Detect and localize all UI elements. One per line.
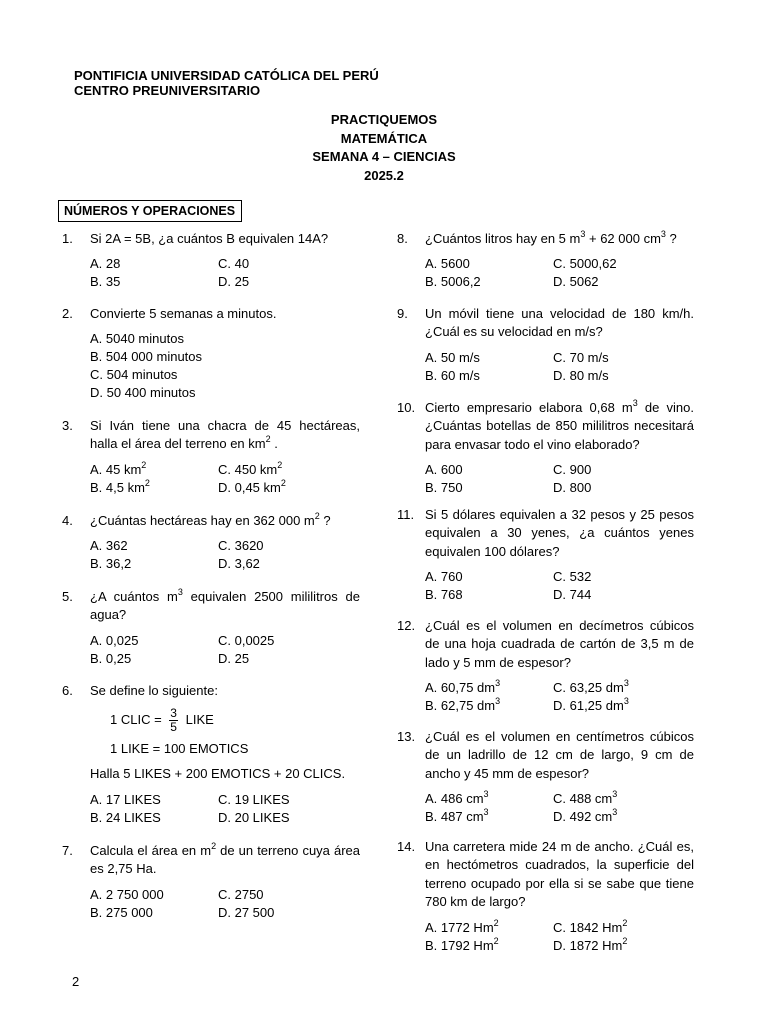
exponent: 3 [177, 587, 183, 597]
option-a: A. 1772 Hm [425, 919, 494, 935]
option-d: D. 800 [553, 480, 592, 496]
option-a: A. 50 m/s [425, 349, 480, 365]
question-7 [62, 842, 360, 922]
option-c: C. 450 km [218, 461, 278, 477]
question-3 [62, 417, 360, 497]
option-a: A. 600 [425, 462, 463, 478]
exponent: 2 [141, 459, 147, 470]
question-2 [62, 305, 360, 402]
institution-name: PONTIFICIA UNIVERSIDAD CATÓLICA DEL PERÚ [74, 68, 379, 83]
question-8 [397, 230, 694, 291]
option-d: D. 80 m/s [553, 367, 609, 383]
exponent: 2 [265, 434, 271, 445]
exponent: 2 [280, 477, 286, 488]
question-stem: ¿Cuántos litros hay en 5 m [425, 231, 581, 246]
option-a: A. 0,025 [90, 632, 139, 648]
exponent: 3 [612, 789, 618, 800]
question-14 [397, 838, 694, 955]
question-stem-end: . [270, 436, 278, 452]
question-1 [62, 230, 360, 291]
exponent: 3 [580, 229, 586, 239]
option-b: B. 62,75 dm [425, 698, 496, 714]
option-c: C. 19 LIKES [218, 791, 290, 807]
exponent: 2 [493, 935, 499, 946]
question-stem: Si Iván tiene una chacra de 45 hectáreas, halla el área del terreno en km [90, 418, 360, 452]
option-b: B. 275 000 [90, 904, 153, 920]
option-a: A. 60,75 dm [425, 680, 496, 696]
definition-like: 1 LIKE = 100 EMOTICS [110, 741, 249, 757]
center-name: CENTRO PREUNIVERSITARIO [74, 83, 261, 98]
option-c: C. 504 minutos [90, 367, 178, 383]
equation-left: 1 CLIC = [110, 712, 162, 728]
question-number: 8. [397, 231, 408, 246]
option-a: A. 362 [90, 538, 128, 554]
question-stem-end: equivalen 2500 mililitros de agua? [90, 589, 360, 623]
question-number: 2. [62, 306, 73, 321]
question-stem: ¿Cuántas hectáreas hay en 362 000 m [90, 513, 315, 528]
exponent: 3 [623, 678, 629, 689]
option-d: D. 50 400 minutos [90, 385, 196, 401]
exponent: 3 [495, 678, 501, 689]
question-stem-end: ? [319, 513, 331, 528]
definition-clic [110, 707, 360, 734]
question-number: 3. [62, 418, 73, 433]
question-stem: Una carretera mide 24 m de ancho. ¿Cuál es, en hectómetros cuadrados, la superficie del terreno ocupado por ella si se sabe que tiene 780 km de largo? [425, 839, 694, 910]
exponent: 2 [493, 917, 499, 928]
question-number: 4. [62, 513, 73, 528]
option-b: B. 36,2 [90, 556, 132, 572]
doc-title-subject: MATEMÁTICA [340, 131, 428, 146]
question-number: 6. [62, 683, 73, 698]
question-stem-2: Halla 5 LIKES + 200 EMOTICS + 20 CLICS. [90, 766, 346, 782]
doc-title-week: SEMANA 4 – CIENCIAS [312, 149, 456, 164]
question-4 [62, 512, 360, 573]
option-d: D. 0,45 km [218, 479, 281, 495]
option-a: A. 760 [425, 569, 463, 585]
question-number: 9. [397, 306, 408, 321]
fraction [169, 707, 178, 734]
question-stem: Si 2A = 5B, ¿a cuántos B equivalen 14A? [90, 231, 329, 246]
question-stem: Un móvil tiene una velocidad de 180 km/h. ¿Cuál es su velocidad en m/s? [425, 306, 694, 340]
option-c: C. 1842 Hm [553, 919, 623, 935]
fraction-denominator: 5 [170, 720, 177, 735]
exponent: 2 [144, 477, 150, 488]
page-number: 2 [72, 974, 80, 989]
exponent: 2 [622, 935, 628, 946]
exponent: 3 [612, 807, 618, 818]
exponent: 2 [277, 459, 283, 470]
doc-title-practiquemos: PRACTIQUEMOS [330, 112, 438, 127]
question-number: 12. [397, 618, 416, 633]
option-b: B. 768 [425, 587, 463, 603]
option-d: D. 61,25 dm [553, 698, 624, 714]
question-6 [62, 682, 360, 827]
question-number: 10. [397, 400, 416, 415]
option-d: D. 1872 Hm [553, 937, 623, 953]
exponent: 3 [483, 789, 489, 800]
question-number: 14. [397, 839, 416, 854]
option-a: A. 486 cm [425, 791, 484, 807]
question-stem: ¿Cuál es el volumen en decímetros cúbicos de una hoja cuadrada de cartón de 3,5 m de lado y 5 mm de espesor? [425, 618, 694, 670]
option-a: A. 45 km [90, 461, 142, 477]
option-a: A. 5600 [425, 256, 470, 272]
option-b: B. 5006,2 [425, 274, 481, 290]
option-c: C. 70 m/s [553, 349, 609, 365]
exponent: 3 [660, 229, 666, 239]
option-c: C. 63,25 dm [553, 680, 624, 696]
question-stem-end: ? [665, 231, 677, 246]
option-a: A. 2 750 000 [90, 886, 164, 902]
option-b: B. 504 000 minutos [90, 349, 203, 365]
option-b: B. 1792 Hm [425, 937, 494, 953]
option-b: B. 60 m/s [425, 367, 480, 383]
exponent: 3 [632, 398, 638, 408]
question-stem-end: de un terreno cuya área es 2,75 Ha. [90, 843, 361, 877]
question-13 [397, 728, 694, 826]
doc-title-period: 2025.2 [364, 168, 404, 183]
question-stem-end: de vino. ¿Cuántas botellas de 850 mililitros necesitará para envasar todo el vino elaborado? [425, 400, 694, 452]
question-12 [397, 617, 694, 715]
question-5 [62, 588, 360, 668]
option-d: D. 744 [553, 587, 592, 603]
exponent: 2 [211, 841, 217, 851]
question-number: 1. [62, 231, 73, 246]
option-a: A. 5040 minutos [90, 331, 184, 347]
option-d: D. 20 LIKES [218, 809, 290, 825]
option-d: D. 492 cm [553, 809, 613, 825]
question-number: 5. [62, 589, 73, 604]
exponent: 3 [483, 807, 489, 818]
question-stem: Si 5 dólares equivalen a 32 pesos y 25 pesos equivalen a 30 yenes, ¿a cuántos yenes equivalen 100 dólares? [425, 507, 694, 559]
exponent: 3 [623, 696, 629, 707]
option-c: C. 488 cm [553, 791, 613, 807]
option-c: C. 5000,62 [553, 256, 617, 272]
question-number: 7. [62, 843, 73, 858]
equation-right: LIKE [185, 712, 214, 728]
exponent: 2 [622, 917, 628, 928]
exponent: 3 [495, 696, 501, 707]
section-heading: NÚMEROS Y OPERACIONES [58, 200, 242, 222]
option-a: A. 28 [90, 256, 121, 272]
option-c: C. 2750 [218, 886, 264, 902]
option-c: C. 0,0025 [218, 632, 275, 648]
fraction-numerator: 3 [170, 706, 177, 721]
question-10 [397, 399, 694, 497]
option-a: A. 17 LIKES [90, 791, 161, 807]
option-c: C. 3620 [218, 538, 264, 554]
option-c: C. 532 [553, 569, 592, 585]
question-stem: ¿A cuántos m [90, 589, 178, 604]
question-11 [397, 506, 694, 604]
question-number: 13. [397, 729, 416, 744]
option-d: D. 25 [218, 650, 250, 666]
exponent: 2 [314, 511, 320, 521]
option-b: B. 750 [425, 480, 463, 496]
option-d: D. 27 500 [218, 904, 275, 920]
option-c: C. 900 [553, 462, 592, 478]
question-stem: Convierte 5 semanas a minutos. [90, 306, 277, 321]
option-d: D. 25 [218, 274, 250, 290]
question-stem-mid: + 62 000 cm [585, 231, 661, 246]
option-b: B. 487 cm [425, 809, 484, 825]
question-number: 11. [397, 507, 415, 522]
question-stem: Calcula el área en m [90, 843, 212, 858]
option-b: B. 24 LIKES [90, 809, 161, 825]
option-c: C. 40 [218, 256, 250, 272]
option-d: D. 5062 [553, 274, 599, 290]
option-b: B. 4,5 km [90, 479, 145, 495]
question-9 [397, 305, 694, 385]
question-stem: Se define lo siguiente: [90, 683, 218, 698]
question-stem: ¿Cuál es el volumen en centímetros cúbicos de un ladrillo de 12 cm de largo, 9 cm de ancho y 45 mm de espesor? [425, 729, 694, 781]
option-d: D. 3,62 [218, 556, 260, 572]
option-b: B. 35 [90, 274, 121, 290]
option-b: B. 0,25 [90, 650, 132, 666]
question-stem: Cierto empresario elabora 0,68 m [425, 400, 633, 415]
